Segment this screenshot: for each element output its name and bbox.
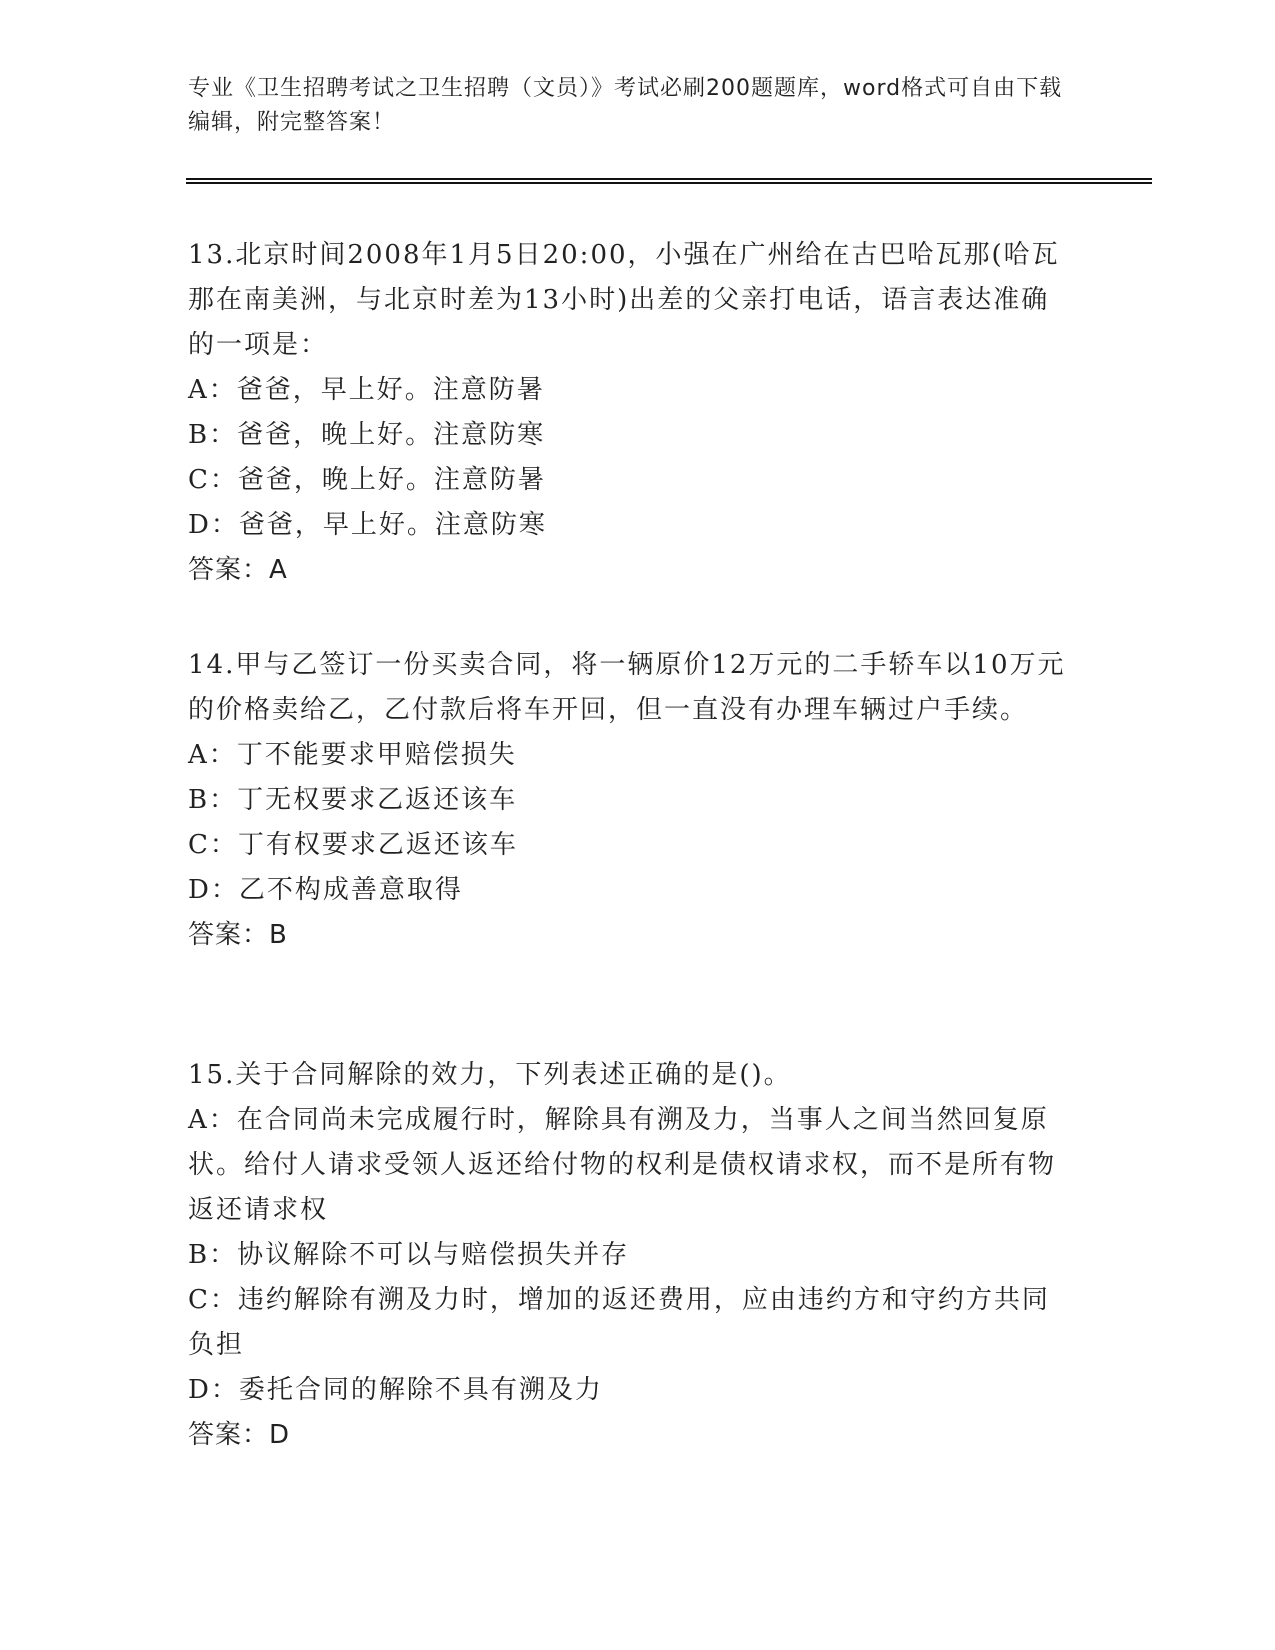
- answer-line: 答案：A: [188, 555, 288, 585]
- option-d: D：乙不构成善意取得: [188, 875, 463, 905]
- option-b: B：爸爸，晚上好。注意防寒: [188, 420, 546, 450]
- question-15: [188, 1053, 1068, 1458]
- question-13: [188, 233, 1068, 593]
- question-stem: 14.甲与乙签订一份买卖合同，将一辆原价12万元的二手轿车以10万元的价格卖给乙，乙付款后将车开回，但一直没有办理车辆过户手续。: [188, 650, 1066, 725]
- option-c: C：丁有权要求乙返还该车: [188, 830, 518, 860]
- option-b: B：丁无权要求乙返还该车: [188, 785, 518, 815]
- question-stem: 13.北京时间2008年1月5日20:00，小强在广州给在古巴哈瓦那(哈瓦那在南美洲，与北京时差为13小时)出差的父亲打电话，语言表达准确的一项是：: [188, 240, 1060, 360]
- question-stem: 15.关于合同解除的效力，下列表述正确的是()。: [188, 1060, 792, 1090]
- option-d: D：爸爸，早上好。注意防寒: [188, 510, 547, 540]
- option-c: C：爸爸，晚上好。注意防暑: [188, 465, 546, 495]
- option-d: D：委托合同的解除不具有溯及力: [188, 1375, 603, 1405]
- option-b: B：协议解除不可以与赔偿损失并存: [188, 1240, 630, 1270]
- option-a: A：在合同尚未完成履行时，解除具有溯及力，当事人之间当然回复原状。给付人请求受领人返还给付物的权利是债权请求权，而不是所有物返还请求权: [188, 1105, 1057, 1225]
- header-divider: [186, 178, 1152, 184]
- option-c: C：违约解除有溯及力时，增加的返还费用，应由违约方和守约方共同负担: [188, 1285, 1050, 1360]
- option-a: A：爸爸，早上好。注意防暑: [188, 375, 545, 405]
- option-a: A：丁不能要求甲赔偿损失: [188, 740, 517, 770]
- answer-line: 答案：B: [188, 920, 288, 950]
- document-header: 专业《卫生招聘考试之卫生招聘（文员）》考试必刷200题题库，word格式可自由下载编辑，附完整答案！: [188, 76, 1063, 135]
- question-14: [188, 643, 1068, 958]
- answer-line: 答案：D: [188, 1420, 291, 1450]
